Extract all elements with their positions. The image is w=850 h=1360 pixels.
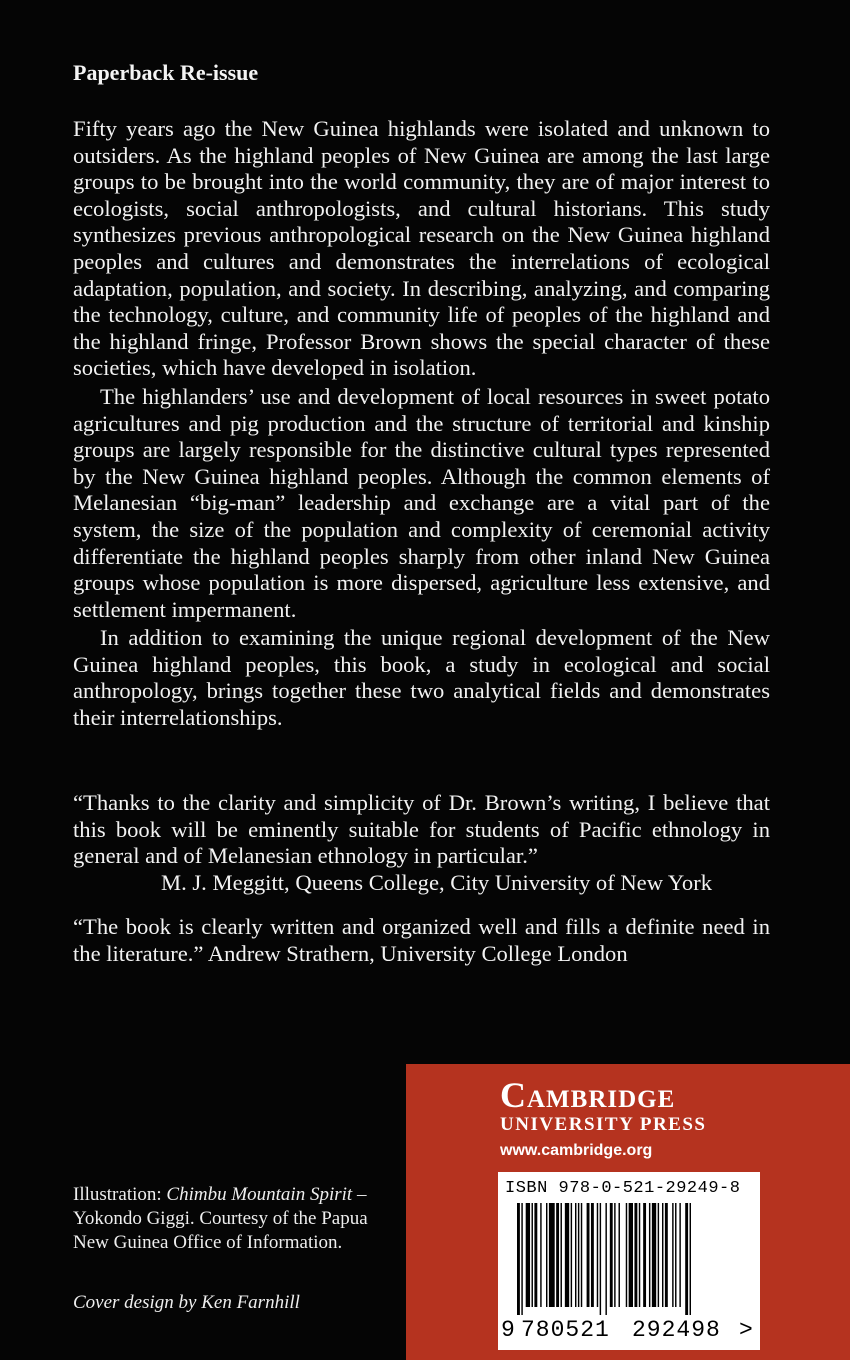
review-quotes [73, 790, 770, 968]
barcode-icon [507, 1203, 751, 1315]
barcode-bar [587, 1203, 590, 1307]
barcode-bar [629, 1203, 633, 1307]
barcode-bar [662, 1203, 663, 1307]
barcode-bar [605, 1203, 606, 1315]
barcode-bar [581, 1203, 582, 1307]
barcode-bar [634, 1203, 637, 1307]
barcode-bar [565, 1203, 569, 1307]
isbn-label: ISBN 978-0-521-29249-8 [505, 1179, 741, 1198]
barcode-bar [532, 1203, 533, 1307]
barcode-bar [597, 1203, 598, 1307]
barcode-bar [690, 1203, 691, 1315]
barcode-bar [534, 1203, 537, 1307]
blurb-paragraph: Fifty years ago the New Guinea highlands were isolated and unknown to outsiders. As the highland peoples of New Guinea are among the last large groups to be brought into the world community, they are of major interest to ecologists, social anthropologists, and cultural historians. This study synthesizes previous anthropological research on the New Guinea highland peoples and cultures and demonstrates the interrelations of ecological adaptation, population, and society. In describing, analyzing, and comparing the technology, culture, and community life of peoples of the highland and the highland fringe, Professor Brown shows the special character of these societies, which have developed in isolation. [73, 116, 770, 381]
isbn-barcode [498, 1172, 760, 1350]
barcode-bar [517, 1203, 520, 1315]
barcode-bar [526, 1203, 530, 1307]
review-attribution: M. J. Meggitt, Queens College, City University of New York [161, 869, 713, 895]
publisher-panel [406, 1064, 850, 1360]
barcode-bar [600, 1203, 601, 1315]
credit-prefix: Illustration: [73, 1184, 167, 1205]
illustration-credit [73, 1183, 383, 1254]
barcode-bar [521, 1203, 522, 1315]
barcode-bar [549, 1203, 555, 1307]
credit-rest: – Yokondo Giggi. Courtesy of the Papua New Guinea Office of Information. [73, 1184, 368, 1253]
barcode-bar [614, 1203, 615, 1307]
review-quote: “The book is clearly written and organized well and fills a definite need in the literature.” Andrew Strathern, University College London [73, 914, 770, 966]
publisher-subtitle: UNIVERSITY PRESS [500, 1114, 707, 1135]
barcode-first-digit: 9 [501, 1317, 516, 1343]
barcode-bar [591, 1203, 594, 1307]
barcode-bar [610, 1203, 613, 1307]
barcode-right-digits: 292498 [632, 1317, 721, 1343]
barcode-bar [578, 1203, 579, 1307]
barcode-bar [546, 1203, 547, 1307]
credit-title: Chimbu Mountain Spirit [166, 1184, 353, 1205]
barcode-bar [561, 1203, 562, 1307]
barcode-bar [556, 1203, 559, 1307]
barcode-bar [675, 1203, 676, 1307]
barcode-bar [652, 1203, 656, 1307]
blurb-body [73, 116, 770, 732]
barcode-bar [571, 1203, 572, 1307]
barcode-bar [672, 1203, 673, 1307]
publisher-url: www.cambridge.org [500, 1142, 653, 1159]
barcode-left-digits: 780521 [521, 1317, 610, 1343]
review-quote: “Thanks to the clarity and simplicity of Dr. Brown’s writing, I believe that this book will be eminently suitable for students of Pacific ethnology in general and of Melanesian ethnology in particular.” [73, 790, 770, 869]
blurb-paragraph: In addition to examining the unique regional development of the New Guinea highland peoples, this book, a study in ecological and social anthropology, brings together these two analytical fields and demonstrates their interrelationships. [73, 625, 770, 731]
barcode-bar [643, 1203, 646, 1307]
barcode-bar [665, 1203, 668, 1307]
section-heading: Paperback Re-issue [73, 60, 259, 85]
barcode-bar [619, 1203, 620, 1307]
barcode-bar [639, 1203, 640, 1307]
publisher-name: Cambridge [500, 1075, 676, 1115]
barcode-bar [658, 1203, 659, 1307]
barcode-bar [540, 1203, 541, 1307]
barcode-arrow: > [739, 1317, 754, 1343]
barcode-bar [649, 1203, 650, 1307]
blurb-paragraph: The highlanders’ use and development of local resources in sweet potato agricultures and pig production and the structure of territorial and kinship groups are largely responsible for the distinctive cultural types represented by the New Guinea highland peoples. Although the common elements of Melanesian “big-man” leadership and exchange are a vital part of the system, the size of the population and complexity of ceremonial activity differentiate the highland peoples sharply from other inland New Guinea groups whose population is more dispersed, agriculture less extensive, and settlement impermanent. [73, 383, 770, 622]
barcode-bar [575, 1203, 576, 1307]
cover-design-credit: Cover design by Ken Farnhill [73, 1292, 300, 1313]
barcode-bar [626, 1203, 627, 1307]
barcode-bar [685, 1203, 688, 1315]
barcode-bar [679, 1203, 680, 1307]
